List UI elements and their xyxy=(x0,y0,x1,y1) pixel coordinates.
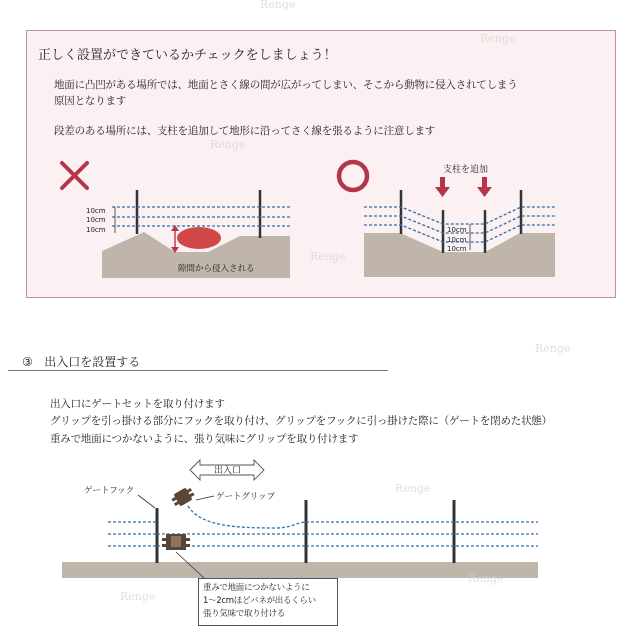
watermarks xyxy=(120,0,570,603)
entrance-label: 出入口 xyxy=(214,466,242,476)
note-line: 張り気味で取り付ける xyxy=(203,609,286,619)
spacing-label: 10cm xyxy=(447,236,467,244)
spacing-label: 10cm xyxy=(447,226,467,234)
leader-line xyxy=(138,495,155,508)
good-example xyxy=(339,162,555,277)
panel-paragraph-1-line-1: 地面に凸凹がある場所では、地面とさく線の間が広がってしまい、そこから動物に侵入されてしまう xyxy=(54,79,518,91)
spacing-label: 10cm xyxy=(86,226,106,234)
leader-line xyxy=(196,496,214,500)
gate-grip-icon xyxy=(170,485,196,508)
add-post-label: 支柱を追加 xyxy=(443,165,489,175)
spacing-label: 10cm xyxy=(86,216,106,224)
gap-highlight xyxy=(177,227,221,249)
watermark: Renge xyxy=(395,482,431,495)
watermark: Renge xyxy=(468,572,504,585)
ground-strip xyxy=(62,562,538,578)
gate-diagram xyxy=(62,460,538,578)
spacing-label: 10cm xyxy=(447,245,467,253)
section-title: 出入口を設置する xyxy=(44,355,141,369)
note-line: 重みで地面につかないように xyxy=(203,583,310,593)
section-divider xyxy=(8,370,388,371)
down-arrow-icon xyxy=(435,177,492,197)
circle-mark-icon xyxy=(339,162,367,190)
watermark: Renge xyxy=(535,342,571,355)
section-heading xyxy=(22,353,140,370)
section-line-1: 出入口にゲートセットを取り付けます xyxy=(50,398,225,410)
panel-paragraph-1-line-2: 原因となります xyxy=(54,95,127,107)
gap-caption: 隙間から侵入される xyxy=(178,264,255,274)
bad-example xyxy=(62,163,290,278)
cross-mark-icon xyxy=(62,163,87,188)
watermark: Renge xyxy=(120,590,156,603)
hook-label: ゲートフック xyxy=(84,486,135,496)
watermark: Renge xyxy=(260,0,296,11)
watermark: Renge xyxy=(480,32,516,45)
section-line-3: 重みで地面につかないように、張り気味にグリップを取り付けます xyxy=(50,433,359,445)
note-line: 1～2cmほどバネが出るくらい xyxy=(203,596,316,606)
spacing-label: 10cm xyxy=(86,207,106,215)
section-line-2: グリップを引っ掛ける部分にフックを取り付け、グリップをフックに引っ掛けた際に（ゲートを閉めた状態） xyxy=(50,415,552,427)
panel-title: 正しく設置ができているかチェックをしましょう！ xyxy=(38,48,337,63)
grip-label: ゲートグリップ xyxy=(216,492,275,502)
panel-paragraph-2: 段差のある場所には、支柱を追加して地形に沿ってさく線を張るように注意します xyxy=(54,125,436,137)
section-number: ③ xyxy=(22,355,33,369)
tension-note xyxy=(198,578,338,626)
fence-wires xyxy=(112,207,290,226)
gate-hook-icon xyxy=(162,534,190,550)
watermark: Renge xyxy=(310,250,346,263)
watermark: Renge xyxy=(210,138,246,151)
